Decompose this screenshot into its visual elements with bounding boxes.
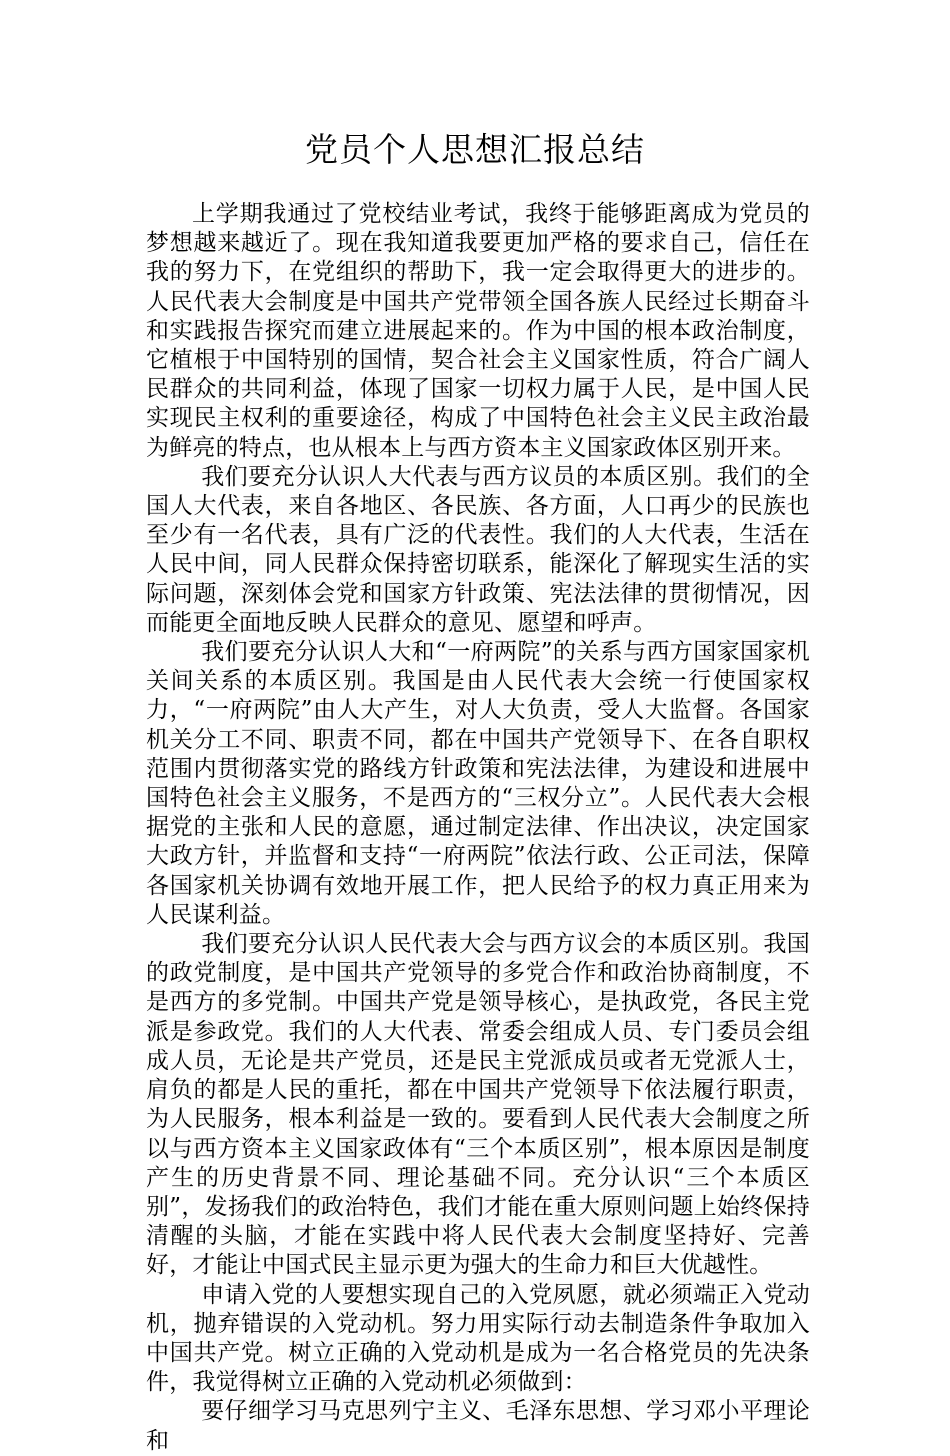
page-title: 党员个人思想汇报总结	[305, 130, 645, 169]
paragraph-4: 我们要充分认识人民代表大会与西方议会的本质区别。我国的政党制度，是中国共产党领导的多党合作和政治协商制度，不是西方的多党制。中国共产党是领导核心，是执政党，各民主党派是参政党。我们的人大代表、常委会组成人员、专门委员会组成人员，无论是共产党员，还是民主党派成员或者无党派人士，肩负的都是人民的重托，都在中国共产党领导下依法履行职责，为人民服务，根本利益是一致的。要看到人民代表大会制度之所以与西方资本主义国家政体有“三个本质区别”，根本原因是制度产生的历史背景不同、理论基础不同。充分认识“三个本质区别”，发扬我们的政治特色，我们才能在重大原则问题上始终保持清醒的头脑，才能在实践中将人民代表大会制度坚持好、完善好，才能让中国式民主显示更为强大的生命力和巨大优越性。	[146, 931, 810, 1279]
paragraph-2: 我们要充分认识人大代表与西方议员的本质区别。我们的全国人大代表，来自各地区、各民族、各方面，人口再少的民族也至少有一名代表，具有广泛的代表性。我们的人大代表，生活在人民中间，同人民群众保持密切联系，能深化了解现实生活的实际问题，深刻体会党和国家方针政策、宪法法律的贯彻情况，因而能更全面地反映人民群众的意见、愿望和呼声。	[146, 463, 810, 636]
document-body	[146, 200, 810, 1456]
paragraph-1: 上学期我通过了党校结业考试，我终于能够距离成为党员的梦想越来越近了。现在我知道我要更加严格的要求自己，信任在我的努力下，在党组织的帮助下，我一定会取得更大的进步的。人民代表大会制度是中国共产党带领全国各族人民经过长期奋斗和实践报告探究而建立进展起来的。作为中国的根本政治制度，它植根于中国特别的国情，契合社会主义国家性质，符合广阔人民群众的共同利益，体现了国家一切权力属于人民，是中国人民实现民主权利的重要途径，构成了中国特色社会主义民主政治最为鲜亮的特点，也从根本上与西方资本主义国家政体区别开来。	[146, 201, 810, 461]
paragraph-6: 要仔细学习马克思列宁主义、毛泽东思想、学习邓小平理论和	[146, 1398, 810, 1454]
paragraph-5: 申请入党的人要想实现自己的入党夙愿，就必须端正入党动机，抛弃错误的入党动机。努力用实际行动去制造条件争取加入中国共产党。树立正确的入党动机是成为一名合格党员的先决条件，我觉得树立正确的入党动机必须做到：	[146, 1281, 810, 1396]
paragraph-3: 我们要充分认识人大和“一府两院”的关系与西方国家国家机关间关系的本质区别。我国是由人民代表大会统一行使国家权力，“一府两院”由人大产生，对人大负责，受人大监督。各国家机关分工不同、职责不同，都在中国共产党领导下、在各自职权范围内贯彻落实党的路线方针政策和宪法法律，为建设和进展中国特色社会主义服务，不是西方的“三权分立”。人民代表大会根据党的主张和人民的意愿，通过制定法律、作出决议，决定国家大政方针，并监督和支持“一府两院”依法行政、公正司法，保障各国家机关协调有效地开展工作，把人民给予的权力真正用来为人民谋利益。	[146, 639, 810, 928]
